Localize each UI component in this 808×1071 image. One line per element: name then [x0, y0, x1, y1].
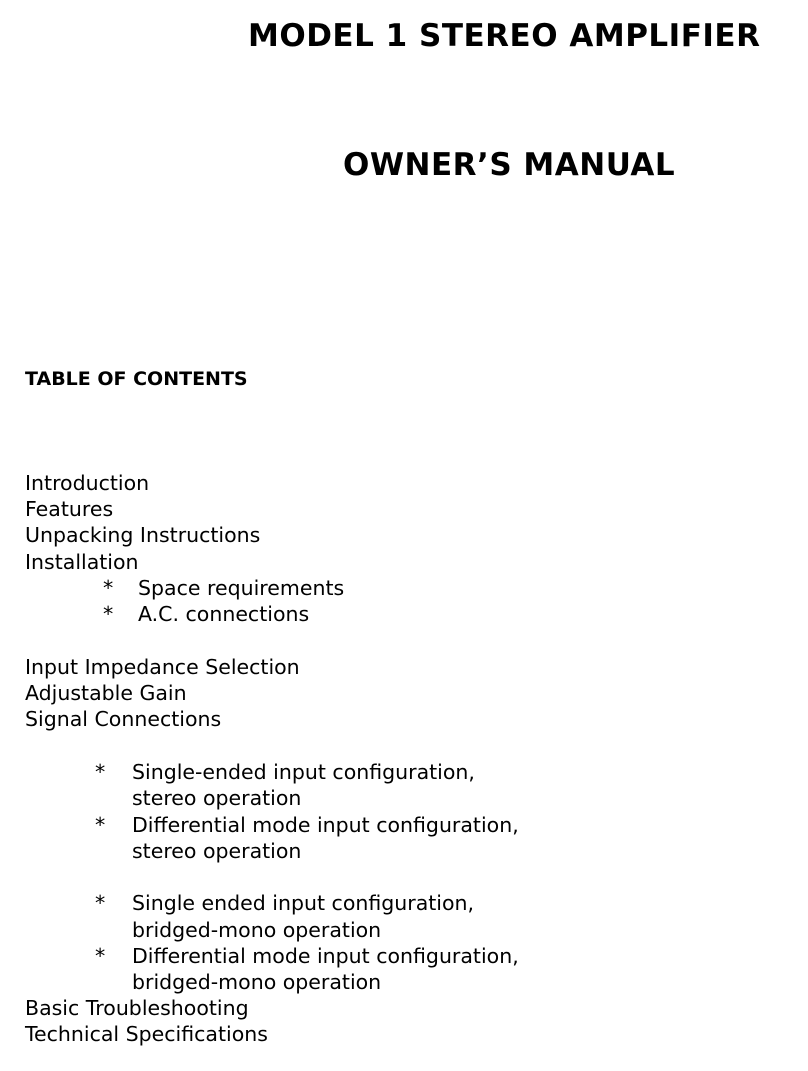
document-title: MODEL 1 STEREO AMPLIFIER [248, 18, 761, 54]
toc-subitem-space: Space requirements [138, 576, 345, 600]
toc-subitem-differential-stereo: Differential mode input configuration, [132, 813, 519, 837]
toc-subitem-continuation: bridged-mono operation [132, 970, 382, 994]
bullet-icon: * [95, 891, 106, 915]
toc-subitem-single-ended-mono: Single ended input configuration, [132, 891, 475, 915]
toc-subitem-continuation: bridged-mono operation [132, 918, 382, 942]
bullet-icon: * [95, 813, 106, 837]
toc-item-signal-connections: Signal Connections [25, 707, 222, 731]
toc-heading: TABLE OF CONTENTS [25, 368, 248, 390]
document-subtitle: OWNER’S MANUAL [343, 147, 676, 183]
bullet-icon: * [95, 760, 106, 784]
toc-subitem-ac: A.C. connections [138, 602, 310, 626]
bullet-icon: * [103, 576, 114, 600]
toc-item-troubleshooting: Basic Troubleshooting [25, 996, 249, 1020]
toc-subitem-differential-mono: Differential mode input configuration, [132, 944, 519, 968]
toc-item-unpacking: Unpacking Instructions [25, 523, 261, 547]
bullet-icon: * [103, 602, 114, 626]
toc-item-input-impedance: Input Impedance Selection [25, 655, 300, 679]
toc-subitem-continuation: stereo operation [132, 839, 302, 863]
toc-item-installation: Installation [25, 550, 139, 574]
bullet-icon: * [95, 944, 106, 968]
toc-item-introduction: Introduction [25, 471, 150, 495]
toc-item-features: Features [25, 497, 114, 521]
toc-item-specifications: Technical Specifications [25, 1022, 268, 1046]
toc-subitem-single-ended-stereo: Single-ended input configuration, [132, 760, 475, 784]
toc-subitem-continuation: stereo operation [132, 786, 302, 810]
toc-item-adjustable-gain: Adjustable Gain [25, 681, 187, 705]
